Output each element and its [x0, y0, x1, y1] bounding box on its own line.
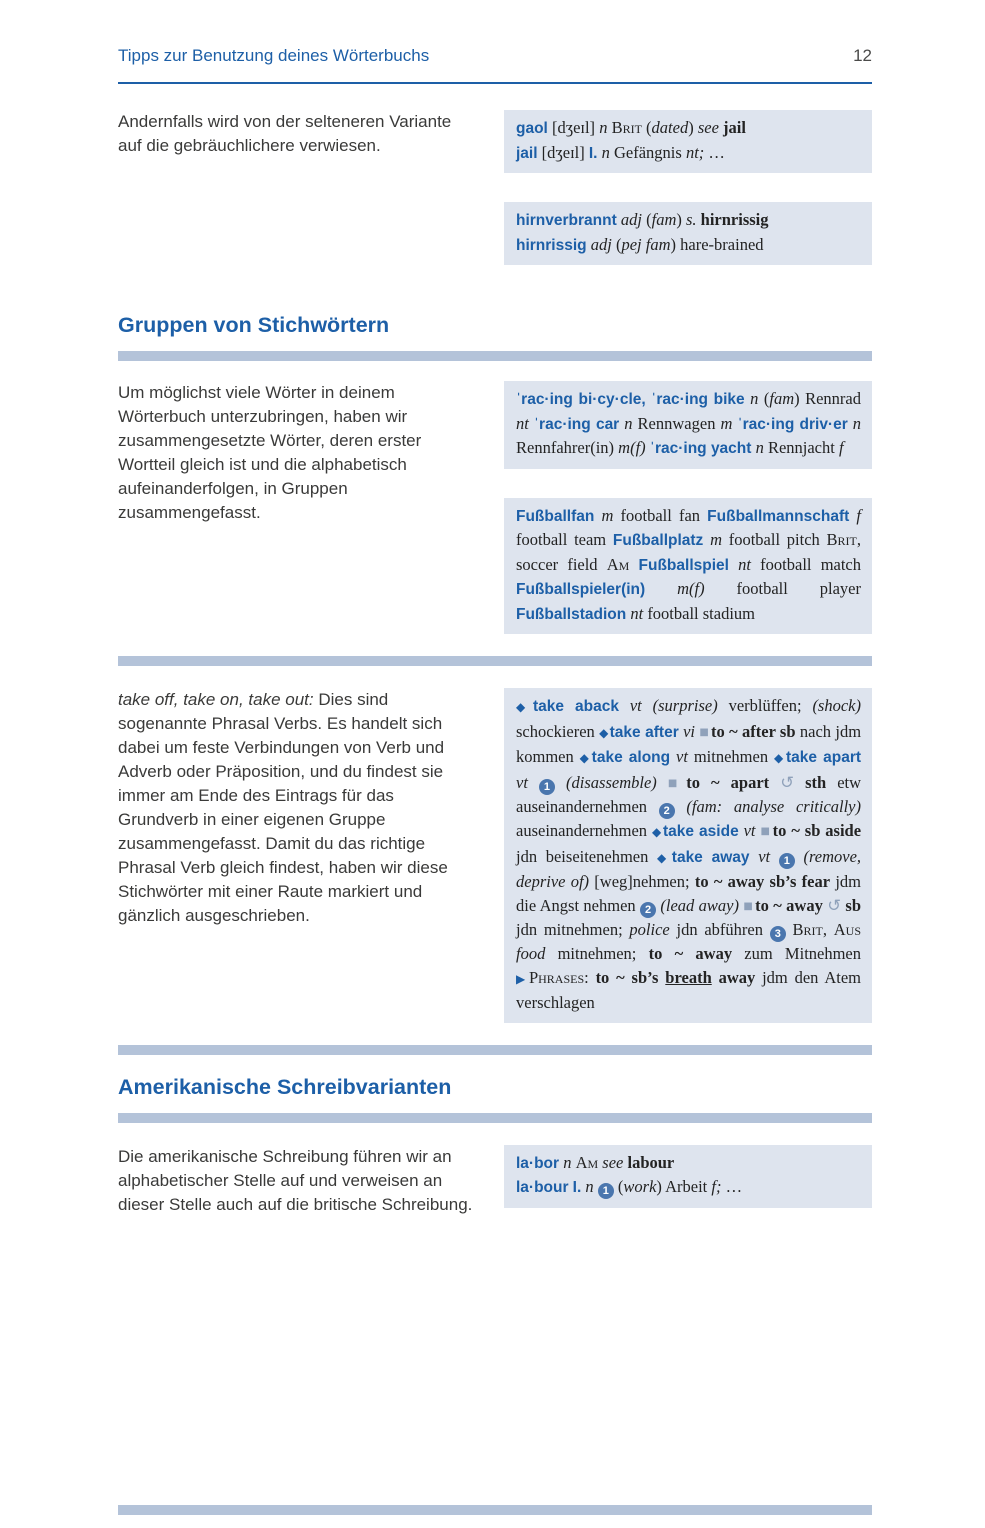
dictionary-entry: la·bour I. n 1 (work) Arbeit f; …	[516, 1177, 743, 1197]
section-intro	[118, 110, 872, 265]
section-heading-amerikanische: Amerikanische Schreibvarianten	[118, 1074, 452, 1099]
dictionary-entry: ˈrac·ing bi·cy·cle, ˈrac·ing bike n (fam) Rennrad nt ˈrac·ing car n Rennwagen m ˈrac·ing driv·er n Rennfahrer(in) m(f) ˈrac·ing yacht n Rennjacht f	[516, 389, 862, 457]
section-amerikanische	[118, 1145, 872, 1217]
separable-swap-icon: ↺	[780, 772, 795, 792]
phrasal-diamond-icon: ◆	[516, 700, 532, 714]
phrasal-diamond-icon: ◆	[651, 825, 662, 839]
phrasal-left-column	[118, 688, 478, 928]
sense-number-badge: 1	[539, 779, 555, 795]
phrasal-diamond-icon: ◆	[579, 751, 591, 765]
dictionary-entry: hirnrissig adj (pej fam) hare-brained	[516, 234, 764, 254]
dictionary-entry: ◆take aback vt (surprise) verblüffen; (shock) schockieren ◆take after vi ■ to ~ after sb nach jdm kommen ◆take along vt mitnehmen ◆take apart vt 1 (disassemble) ■ to ~ apart ↺ sth etw auseinandernehmen 2 (fam: analyse critically) auseinandernehmen ◆take aside vt ■ to ~ sb aside jdn beiseitenehmen ◆take away vt 1 (remove, deprive of) [weg]nehmen; to ~ away sb’s fear jdm die Angst nehmen 2 (lead away) ■ to ~ away ↺ sb jdn mitnehmen; police jdn abführen 3 Brit, Aus food mitnehmen; to ~ away zum Mitnehmen ▶Phrases: to ~ sb’s breath away jdm den Atem verschlagen	[516, 696, 862, 1012]
separable-swap-icon: ↺	[827, 895, 842, 915]
gruppen-left-column	[118, 381, 478, 525]
dict-box-hirnrissig	[504, 202, 872, 265]
sense-number-badge: 1	[779, 853, 795, 869]
sense-number-badge: 2	[659, 803, 675, 819]
dictionary-entry: Fußballfan m football fan Fußballmannschaft f football team Fußballplatz m football pitch Brit, soccer field Am Fußballspiel nt football match Fußballspieler(in) m(f) football player Fußballstadion nt football stadium	[516, 505, 862, 623]
intro-left-column	[118, 110, 478, 158]
dict-box-gaol-jail	[504, 110, 872, 173]
collocation-square-icon: ■	[760, 826, 771, 837]
american-right-column	[504, 1145, 872, 1208]
phrases-triangle-icon: ▶	[516, 971, 528, 986]
section-divider-bar	[118, 1045, 872, 1055]
phrasal-paragraph: take off, take on, take out: Dies sind sogenannte Phrasal Verbs. Es handelt sich dabei um feste Verbindungen von Verb und Adverb oder Präposition, und du findest sie immer am Ende des Eintrags für das Grundverb in einer eigenen Gruppe zusammengefasst. Damit du das richtige Phrasal Verb gleich findest, haben wir diese Stichwörter mit einer Raute markiert und gänzlich ausgeschrieben.	[118, 690, 448, 925]
american-left-column	[118, 1145, 478, 1217]
gruppen-right-column	[504, 381, 872, 634]
collocation-square-icon: ■	[667, 777, 685, 789]
header-rule	[118, 82, 872, 84]
phrasal-diamond-icon: ◆	[599, 725, 609, 740]
phrasal-diamond-icon: ◆	[773, 751, 785, 765]
page-number: 12	[853, 46, 872, 65]
collocation-square-icon: ■	[743, 900, 754, 912]
dict-box-fussball	[504, 498, 872, 635]
intro-paragraph: Andernfalls wird von der selteneren Variante auf die gebräuchlichere verwiesen.	[118, 112, 452, 155]
dictionary-entry: jail [dʒeɪl] I. n Gefängnis nt; …	[516, 142, 725, 162]
dict-box-take	[504, 688, 872, 1023]
section-phrasal-verbs	[118, 688, 872, 1023]
phrasal-right-column	[504, 688, 872, 1023]
sense-number-badge: 3	[770, 926, 786, 942]
gruppen-paragraph: Um möglichst viele Wörter in deinem Wörterbuch unterzubringen, haben wir zusammengesetzte Wörter, deren erster Wortteil gleich ist und die alphabetisch aufeinanderfolgen, in Gruppen zusammengefasst.	[118, 383, 422, 522]
collocation-square-icon: ■	[699, 726, 710, 738]
dictionary-entry: la·bor n Am see labour	[516, 1152, 675, 1172]
american-paragraph: Die amerikanische Schreibung führen wir an alphabetischer Stelle auf und verweisen an dieser Stelle auch auf die britische Schreibung.	[118, 1146, 473, 1214]
phrasal-diamond-icon: ◆	[657, 850, 671, 865]
section-heading-gruppen: Gruppen von Stichwörtern	[118, 313, 390, 337]
section-divider-bar	[118, 351, 872, 361]
intro-right-column	[504, 110, 872, 265]
dictionary-entry: hirnverbrannt adj (fam) s. hirnrissig	[516, 210, 769, 229]
header-title: Tipps zur Benutzung deines Wörterbuchs	[118, 46, 430, 65]
dictionary-entry: gaol [dʒeɪl] n Brit (dated) see jail	[516, 118, 746, 137]
sense-number-badge: 1	[598, 1183, 614, 1199]
section-gruppen	[118, 381, 872, 634]
page-header	[118, 46, 872, 66]
dict-box-racing	[504, 381, 872, 469]
bottom-bar	[118, 1505, 872, 1515]
section-divider-bar	[118, 656, 872, 666]
section-divider-bar	[118, 1113, 872, 1123]
dict-box-labor	[504, 1145, 872, 1208]
sense-number-badge: 2	[640, 902, 656, 918]
